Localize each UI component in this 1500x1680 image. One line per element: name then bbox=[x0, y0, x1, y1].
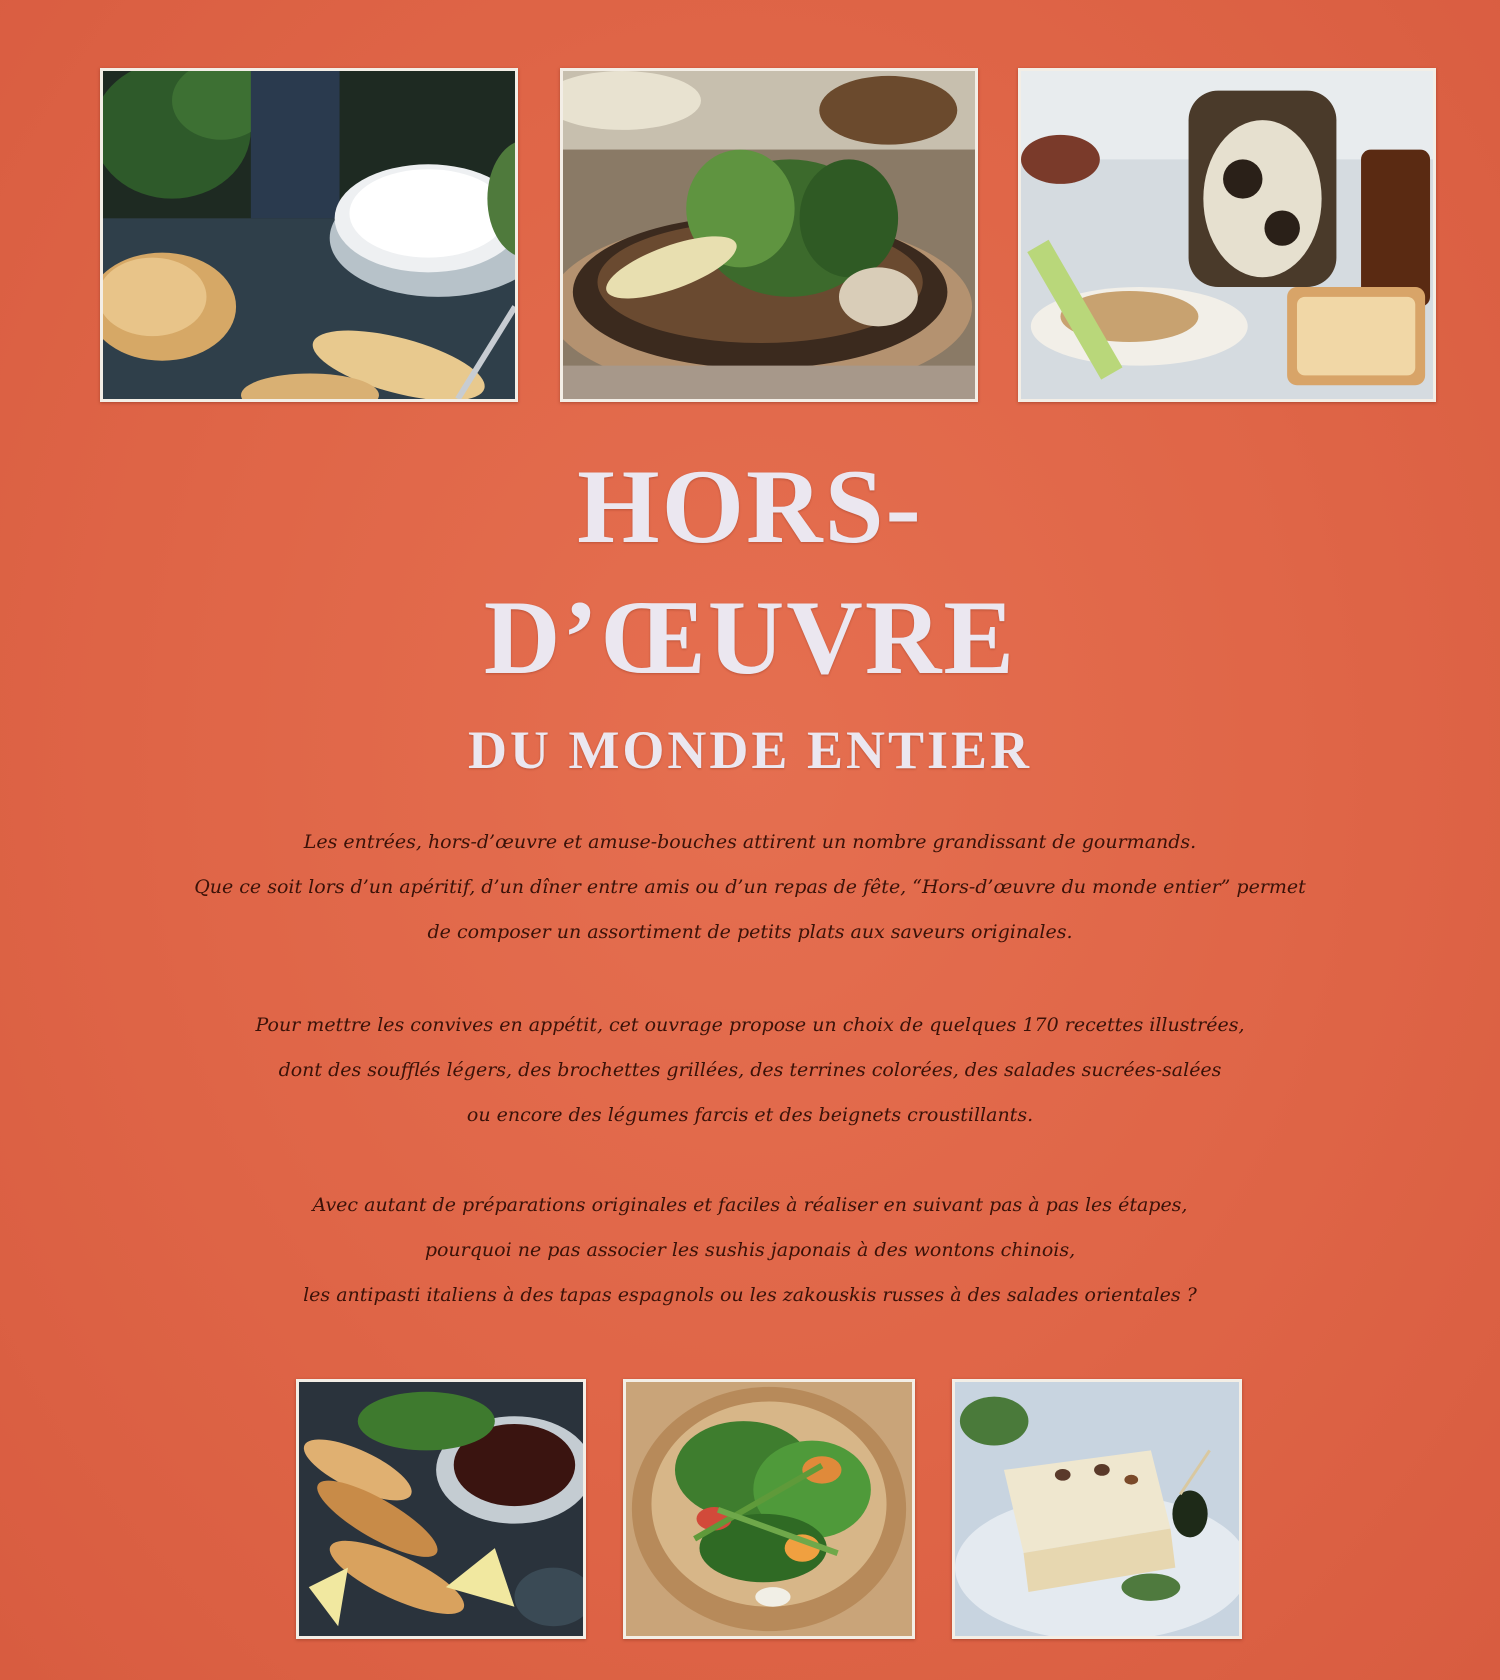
subtitle: DU MONDE ENTIER bbox=[467, 720, 1033, 780]
paragraph-2-line-2: dont des soufflés légers, des brochettes grillées, des terrines colorées, des salades sucrées-salées bbox=[278, 1059, 1222, 1081]
paragraph-2-line-3: ou encore des légumes farcis et des beignets croustillants. bbox=[466, 1104, 1034, 1126]
photo-salad-bowl bbox=[560, 68, 978, 402]
title-line-1: HORS- bbox=[577, 448, 923, 565]
title-line-2: D’ŒUVRE bbox=[483, 579, 1017, 696]
photo-spring-rolls bbox=[296, 1379, 586, 1639]
paragraph-3-line-1: Avec autant de préparations originales et faciles à réaliser en suivant pas à pas les étapes, bbox=[312, 1194, 1188, 1216]
paragraph-1-line-2: Que ce soit lors d’un apéritif, d’un dîner entre amis ou d’un repas de fête, “Hors-d’œuvre du monde entier” permet bbox=[194, 876, 1306, 898]
paragraph-1-line-3: de composer un assortiment de petits plats aux saveurs originales. bbox=[427, 921, 1073, 943]
paragraph-1-line-1: Les entrées, hors-d’œuvre et amuse-bouches attirent un nombre grandissant de gourmands. bbox=[303, 831, 1197, 853]
paragraph-2-line-1: Pour mettre les convives en appétit, cet ouvrage propose un choix de quelques 170 recettes illustrées, bbox=[255, 1014, 1245, 1036]
paragraph-3-line-3: les antipasti italiens à des tapas espagnols ou les zakouskis russes à des salades orientales ? bbox=[303, 1284, 1197, 1306]
photo-dip-with-bread bbox=[100, 68, 518, 402]
paragraph-3-line-2: pourquoi ne pas associer les sushis japonais à des wontons chinois, bbox=[424, 1239, 1076, 1261]
description-paragraph-3 bbox=[100, 1183, 1400, 1318]
description-paragraph-2 bbox=[100, 1003, 1400, 1138]
photo-terrine-slice bbox=[952, 1379, 1242, 1639]
photo-asparagus-salad bbox=[623, 1379, 915, 1639]
photo-terrine-with-jar bbox=[1018, 68, 1436, 402]
description-paragraph-1 bbox=[100, 820, 1400, 955]
